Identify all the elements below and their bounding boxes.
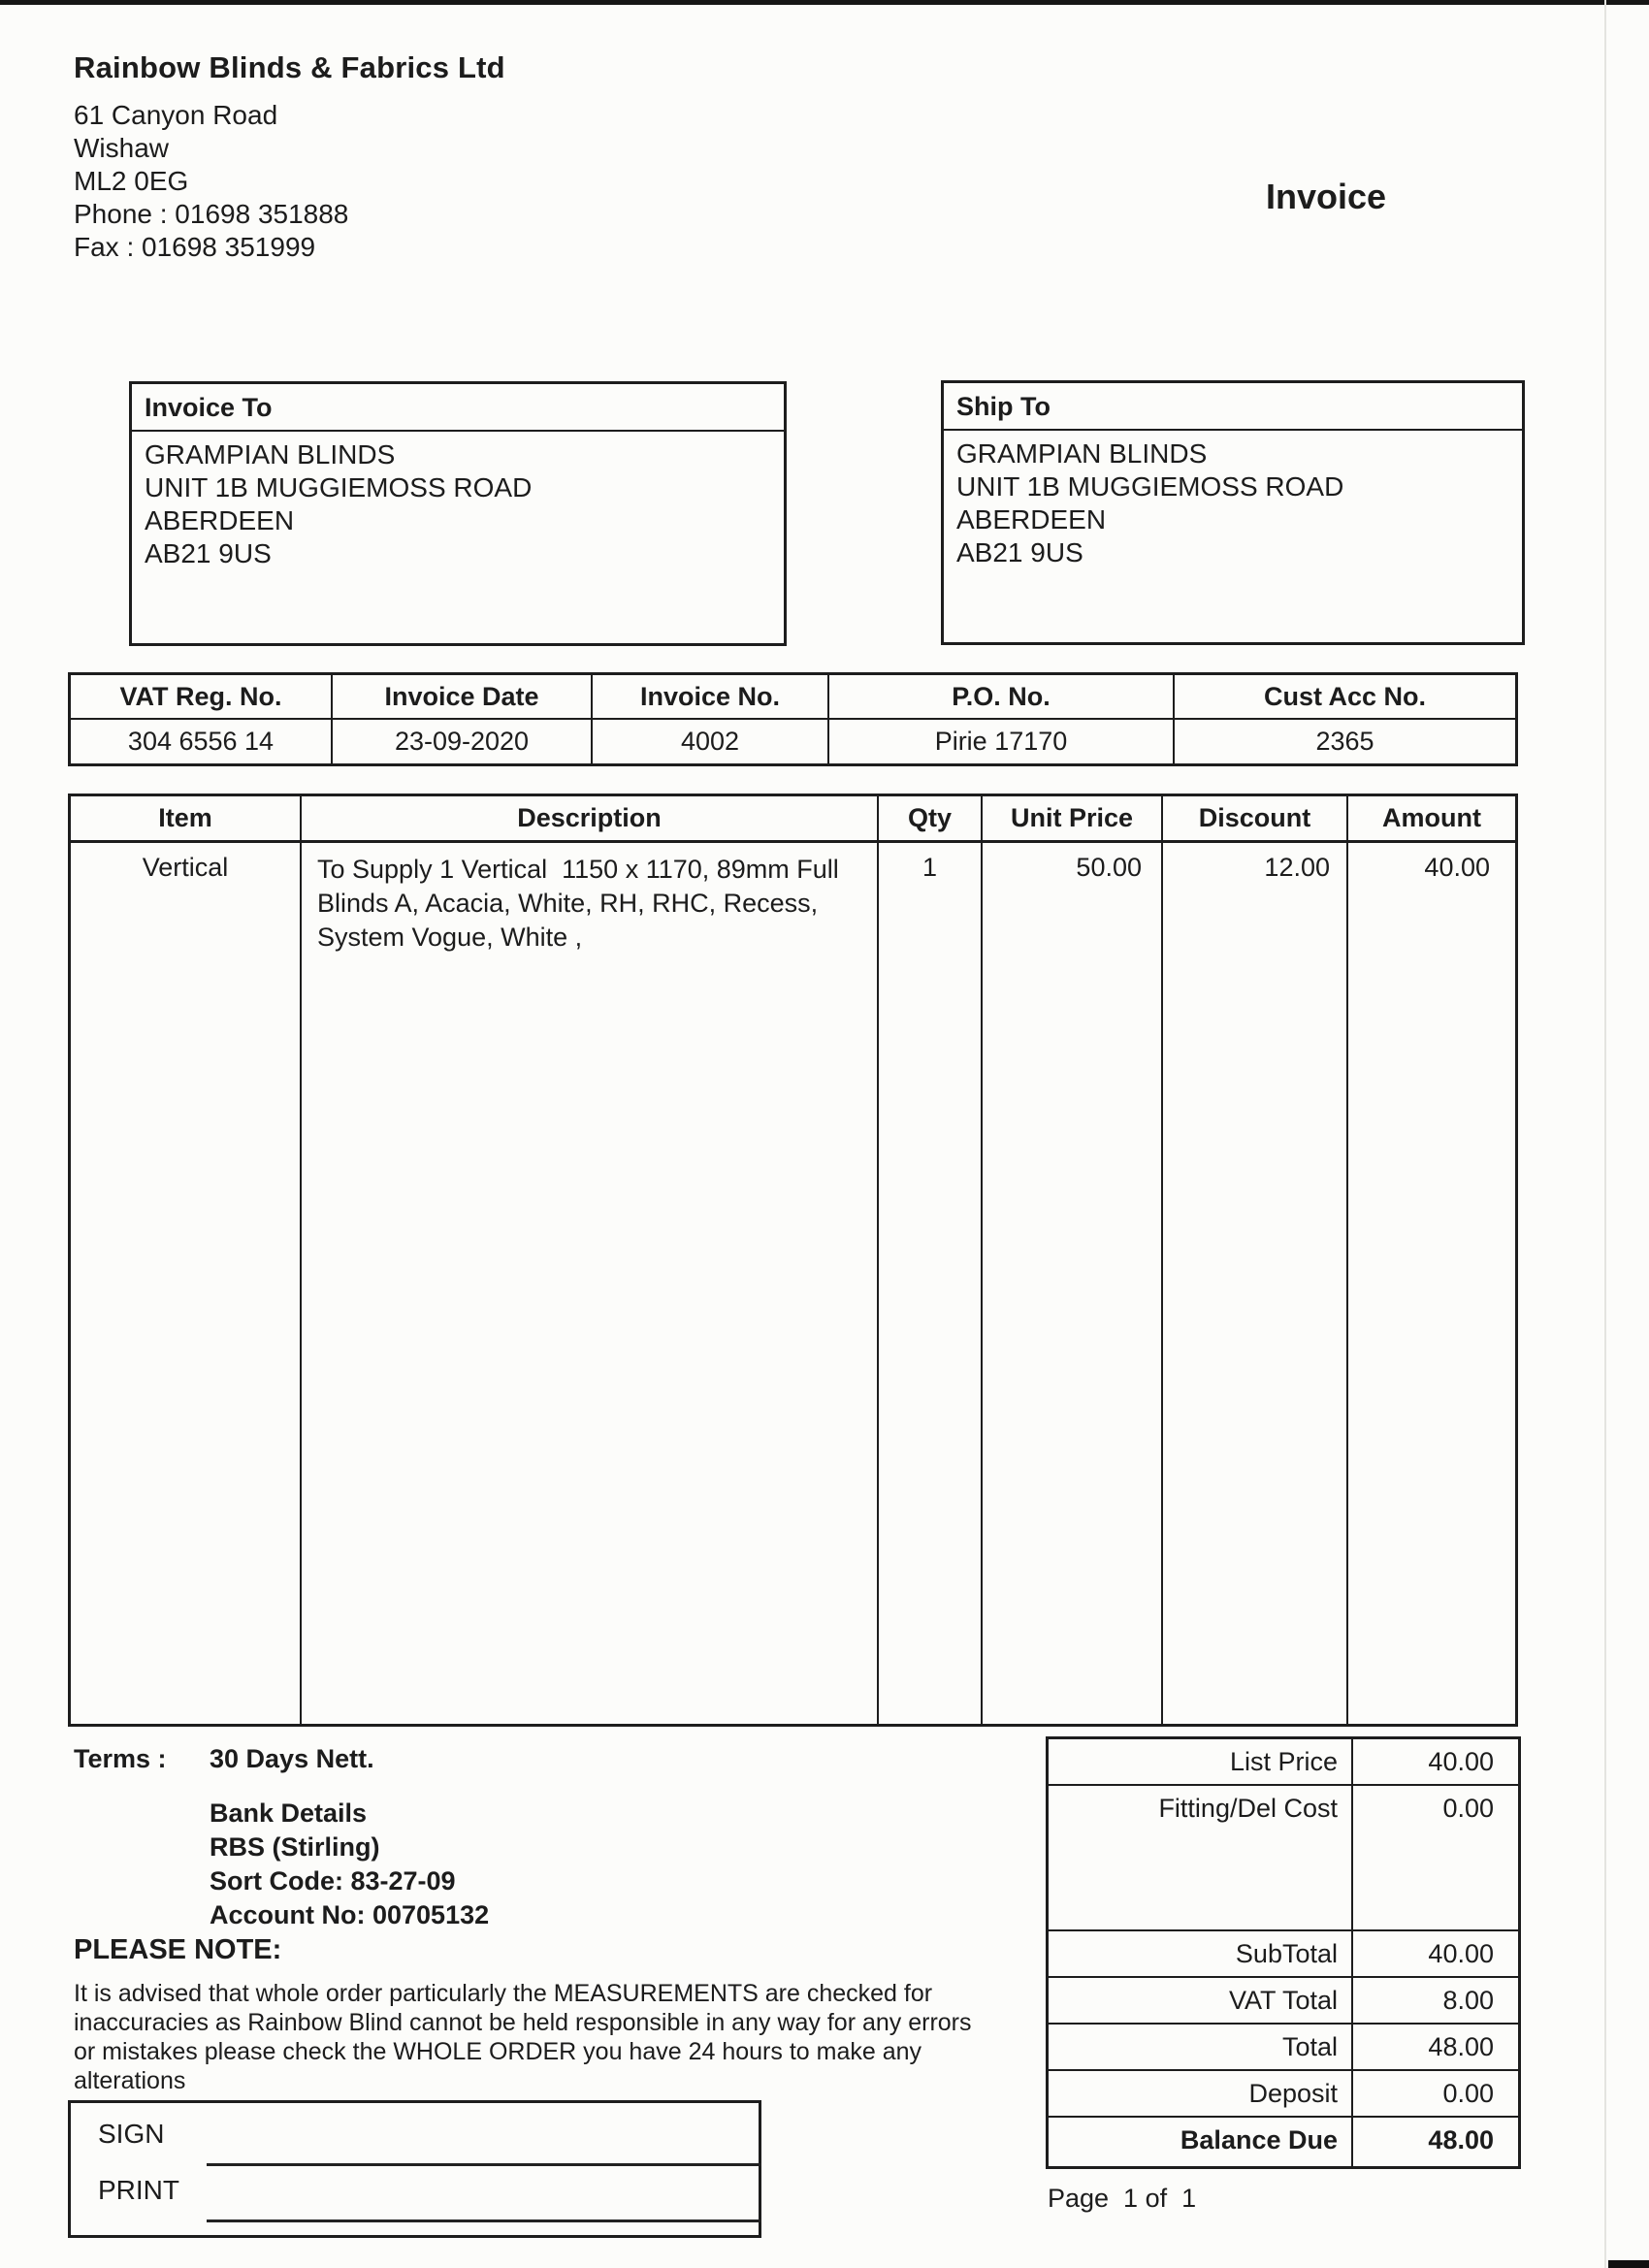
- invoice-to-line: ABERDEEN: [145, 505, 295, 535]
- totals-value: 0.00: [1442, 2079, 1494, 2108]
- qty-cell: 1: [879, 843, 983, 1724]
- signature-box: [68, 2100, 761, 2238]
- info-value: Pirie 17170: [934, 727, 1068, 756]
- info-col-po-no: [829, 675, 1175, 763]
- ship-to-line: AB21 9US: [956, 537, 1083, 567]
- scan-artifact-top-bar: [0, 0, 1649, 5]
- totals-row-list-price: [1049, 1739, 1518, 1786]
- amount-cell: 40.00: [1424, 853, 1490, 882]
- company-fax: Fax : 01698 351999: [74, 232, 316, 262]
- ship-to-address: [944, 431, 1522, 576]
- ship-to-line: ABERDEEN: [956, 504, 1107, 535]
- invoice-info-table: [68, 672, 1518, 766]
- print-label: PRINT: [98, 2175, 179, 2205]
- totals-table: [1046, 1736, 1521, 2169]
- item-cell: Vertical: [71, 843, 302, 1724]
- totals-value: 0.00: [1442, 1794, 1494, 1823]
- please-note-heading: PLEASE NOTE:: [74, 1934, 282, 1965]
- totals-label: VAT Total: [1049, 1978, 1353, 2023]
- totals-value: 48.00: [1428, 2032, 1494, 2061]
- page-number: Page 1 of 1: [1048, 2184, 1197, 2213]
- info-col-invoice-no: [593, 675, 829, 763]
- totals-row-vat-total: [1049, 1978, 1518, 2025]
- totals-label: Deposit: [1049, 2071, 1353, 2116]
- info-col-cust-acc: [1175, 675, 1515, 763]
- invoice-to-address: [132, 432, 784, 577]
- ship-to-box: [941, 380, 1525, 645]
- invoice-to-box: [129, 381, 787, 646]
- print-line: [207, 2219, 761, 2222]
- info-header: Invoice Date: [333, 675, 591, 720]
- info-col-vat-reg: [71, 675, 333, 763]
- totals-value: 48.00: [1428, 2125, 1494, 2155]
- line-items-table: [68, 794, 1518, 1727]
- terms-value: 30 Days Nett.: [210, 1744, 374, 1773]
- scan-artifact-corner-mark: [1608, 2260, 1649, 2268]
- company-phone: Phone : 01698 351888: [74, 199, 349, 229]
- description-cell: To Supply 1 Vertical 1150 x 1170, 89mm Full Blinds A, Acacia, White, RH, RHC, Recess, System Vogue, White ,: [302, 843, 879, 1724]
- unit-price-cell: 50.00: [983, 843, 1163, 1724]
- info-value: 23-09-2020: [394, 727, 530, 756]
- info-header: VAT Reg. No.: [71, 675, 331, 720]
- column-header-qty: Qty: [879, 796, 983, 840]
- invoice-to-label: Invoice To: [132, 384, 784, 432]
- info-value: 2365: [1315, 727, 1374, 756]
- company-header: [74, 50, 505, 264]
- ship-to-line: UNIT 1B MUGGIEMOSS ROAD: [956, 471, 1344, 502]
- sign-label: SIGN: [98, 2119, 165, 2149]
- totals-row-deposit: [1049, 2071, 1518, 2118]
- totals-value: 40.00: [1428, 1939, 1494, 1968]
- totals-row-fitting-del-cost: [1049, 1786, 1518, 1931]
- totals-row-total: [1049, 2025, 1518, 2071]
- column-header-discount: Discount: [1163, 796, 1348, 840]
- totals-label: Balance Due: [1049, 2118, 1353, 2166]
- column-header-item: Item: [71, 796, 302, 840]
- ship-to-label: Ship To: [944, 383, 1522, 431]
- terms-label: Terms :: [74, 1744, 167, 1773]
- info-header: Invoice No.: [593, 675, 827, 720]
- invoice-to-line: UNIT 1B MUGGIEMOSS ROAD: [145, 472, 533, 502]
- company-address-line: Wishaw: [74, 133, 170, 163]
- invoice-to-line: AB21 9US: [145, 538, 272, 568]
- sign-line: [207, 2163, 761, 2166]
- discount-cell: 12.00: [1163, 843, 1348, 1724]
- company-address-line: ML2 0EG: [74, 166, 189, 196]
- bank-details-line: Account No: 00705132: [210, 1900, 490, 1929]
- line-items-header-row: [71, 796, 1515, 843]
- totals-value: 8.00: [1442, 1986, 1494, 2015]
- info-col-invoice-date: [333, 675, 593, 763]
- info-value: 304 6556 14: [127, 727, 275, 756]
- table-row: [71, 843, 1515, 1724]
- bank-details-line: RBS (Stirling): [210, 1832, 380, 1862]
- column-header-unit-price: Unit Price: [983, 796, 1163, 840]
- info-value: 4002: [680, 727, 740, 756]
- document-title: Invoice: [1266, 177, 1387, 216]
- totals-label: SubTotal: [1049, 1931, 1353, 1976]
- company-address-line: 61 Canyon Road: [74, 100, 278, 130]
- info-header: P.O. No.: [829, 675, 1173, 720]
- totals-row-subtotal: [1049, 1931, 1518, 1978]
- bank-details: [210, 1797, 489, 1932]
- ship-to-line: GRAMPIAN BLINDS: [956, 438, 1208, 469]
- scan-artifact-edge-line: [1604, 0, 1606, 2268]
- totals-value: 40.00: [1428, 1747, 1494, 1776]
- column-header-description: Description: [302, 796, 879, 840]
- totals-label: List Price: [1049, 1739, 1353, 1784]
- column-header-amount: Amount: [1382, 803, 1481, 832]
- totals-label: Fitting/Del Cost: [1049, 1786, 1353, 1929]
- company-name: Rainbow Blinds & Fabrics Ltd: [74, 50, 505, 84]
- bank-details-line: Bank Details: [210, 1798, 368, 1828]
- invoice-to-line: GRAMPIAN BLINDS: [145, 439, 396, 470]
- totals-row-balance-due: [1049, 2118, 1518, 2166]
- please-note-body: It is advised that whole order particularly the MEASUREMENTS are checked for inaccuracies as Rainbow Blind cannot be held responsible in any way for any errors or mistakes please check the WHOLE ORDER you have 24 hours to make any alterations: [74, 1980, 972, 2094]
- info-header: Cust Acc No.: [1175, 675, 1515, 720]
- totals-label: Total: [1049, 2025, 1353, 2069]
- bank-details-line: Sort Code: 83-27-09: [210, 1866, 456, 1895]
